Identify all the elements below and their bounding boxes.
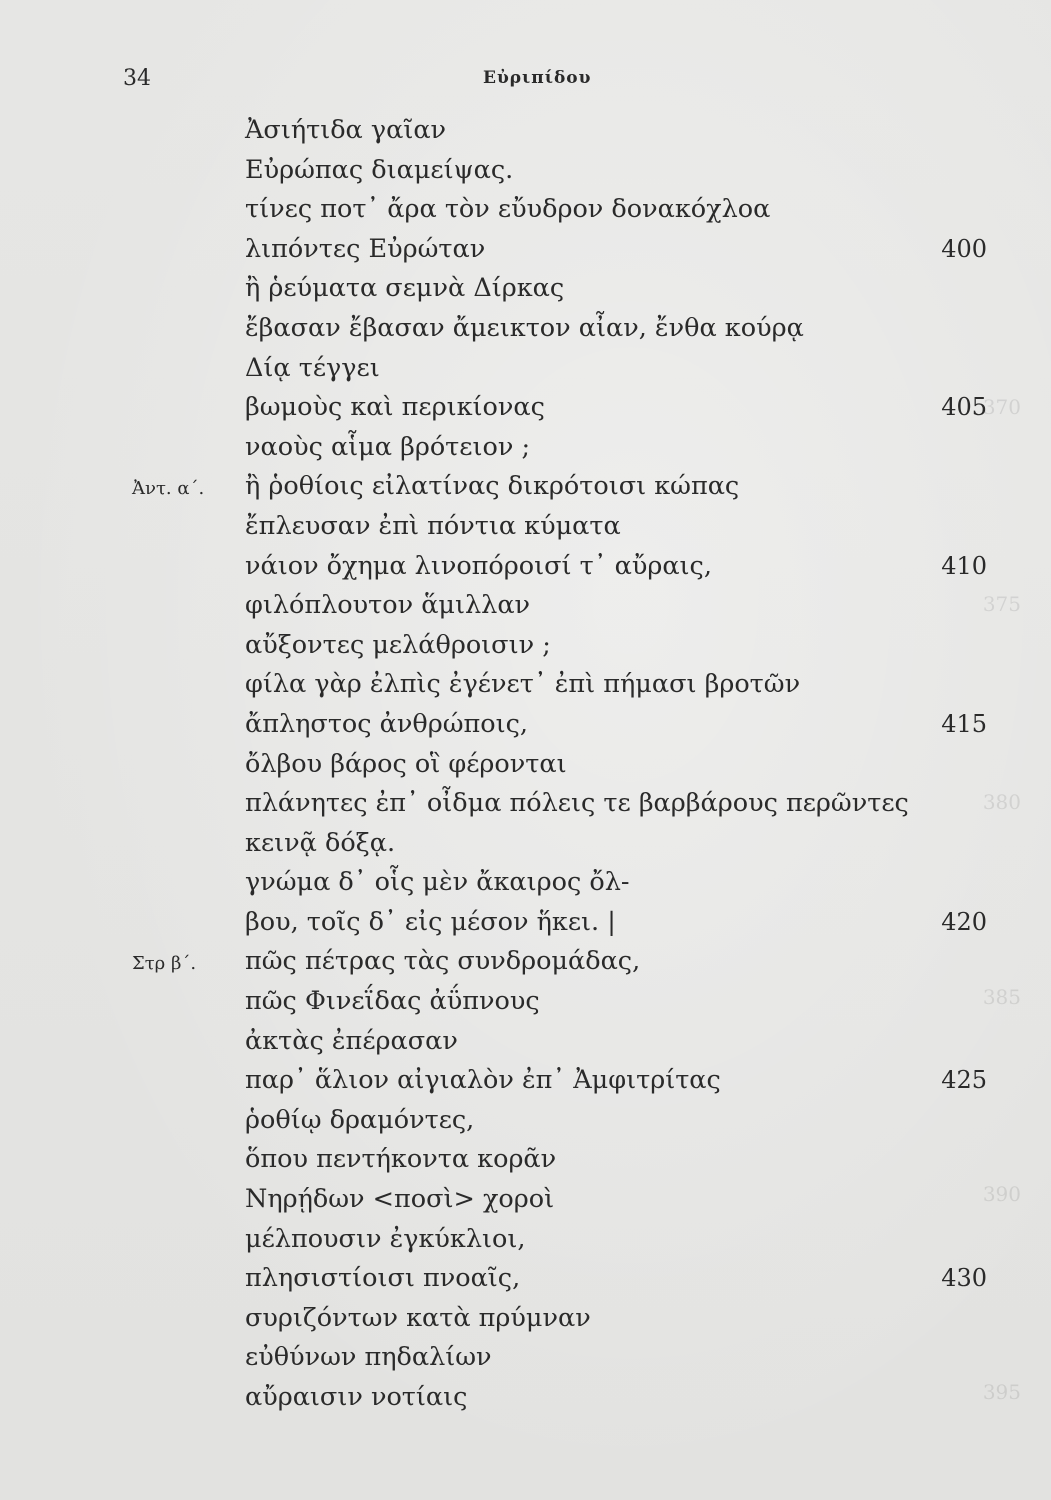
verse-line (0, 190, 1051, 230)
line-number: 410 (941, 551, 987, 580)
verse-line-text: παρ᾽ ἅλιον αἰγιαλὸν ἐπ᾽ Ἀμφιτρίτας (245, 1065, 721, 1096)
show-through-text: 375 (982, 592, 1021, 616)
line-number: 405 (941, 393, 987, 422)
verse-line (0, 705, 1051, 745)
verse-line (0, 982, 1051, 1022)
verse-line (0, 903, 1051, 943)
verse-line (0, 824, 1051, 864)
verse-line (0, 269, 1051, 309)
verse-line-text: βωμοὺς καὶ περικίονας (245, 392, 545, 423)
verse-line-text: ὅπου πεντήκοντα κορᾶν (245, 1144, 557, 1175)
verse-line (0, 784, 1051, 824)
verse-text (0, 111, 1051, 1418)
running-head: Εὐριπίδου (483, 68, 592, 88)
verse-line-text: φιλόπλουτον ἅμιλλαν (245, 590, 531, 621)
verse-line-text: ἔβασαν ἔβασαν ἄμεικτον αἶαν, ἔνθα κούρᾳ (245, 312, 804, 343)
verse-line-text: τίνες ποτ᾽ ἄρα τὸν εὔυδρον δονακόχλοα (245, 194, 771, 225)
verse-line-text: ἢ ῥεύματα σεμνὰ Δίρκας (245, 273, 565, 304)
verse-line (0, 1180, 1051, 1220)
verse-line-text: φίλα γὰρ ἐλπὶς ἐγένετ᾽ ἐπὶ πήμασι βροτῶν (245, 669, 801, 700)
verse-line-text: μέλπουσιν ἐγκύκλιοι, (245, 1223, 526, 1254)
verse-line (0, 1378, 1051, 1418)
strophe-marker: Ἀντ. α΄. (132, 478, 205, 500)
verse-line (0, 1061, 1051, 1101)
verse-line-text: πλάνητες ἐπ᾽ οἶδμα πόλεις τε βαρβάρους περῶντες (245, 788, 909, 819)
verse-line (0, 1140, 1051, 1180)
verse-line-text: πῶς πέτρας τὰς συνδρομάδας, (245, 946, 641, 977)
verse-line-text: ναοὺς αἷμα βρότειον ; (245, 431, 531, 462)
verse-line (0, 388, 1051, 428)
verse-line (0, 942, 1051, 982)
verse-line (0, 586, 1051, 626)
verse-line-text: κεινᾷ δόξᾳ. (245, 827, 396, 858)
line-number: 420 (941, 907, 987, 936)
verse-line-text: γνώμα δ᾽ οἷς μὲν ἄκαιρος ὄλ- (245, 867, 630, 898)
page-number: 34 (123, 66, 151, 91)
verse-line (0, 863, 1051, 903)
verse-line (0, 111, 1051, 151)
verse-line-text: Δίᾳ τέγγει (245, 352, 380, 383)
verse-line (0, 665, 1051, 705)
verse-line (0, 507, 1051, 547)
verse-line-text: πλησιστίοισι πνοαῖς, (245, 1263, 521, 1294)
verse-line (0, 428, 1051, 468)
verse-line (0, 1299, 1051, 1339)
verse-line (0, 467, 1051, 507)
verse-line-text: Ἀσιήτιδα γαῖαν (245, 115, 447, 145)
strophe-marker: Στρ β΄. (132, 953, 197, 975)
line-number: 415 (941, 709, 987, 738)
verse-line-text: βου, τοῖς δ᾽ εἰς μέσον ἥκει. | (245, 906, 616, 937)
verse-line (0, 309, 1051, 349)
verse-line-text: λιπόντες Εὐρώταν (245, 233, 486, 264)
verse-line-text: αὔραισιν νοτίαις (245, 1382, 468, 1412)
verse-line (0, 745, 1051, 785)
verse-line-text: συριζόντων κατὰ πρύμναν (245, 1302, 591, 1333)
verse-line-text: ῥοθίῳ δραμόντες, (245, 1104, 475, 1135)
verse-line-text: ἢ ῥοθίοις εἰλατίνας δικρότοισι κώπας (245, 471, 740, 502)
verse-line (0, 230, 1051, 270)
verse-line-text: νάιον ὄχημα λινοπόροισί τ᾽ αὔραις, (245, 550, 712, 581)
verse-line (0, 626, 1051, 666)
line-number: 400 (941, 234, 987, 263)
verse-line-text: Εὐρώπας διαμείψας. (245, 154, 514, 185)
show-through-text: 390 (982, 1182, 1021, 1206)
verse-line-text: Νηρῄδων <ποσὶ> χοροὶ (245, 1184, 555, 1215)
verse-line (0, 547, 1051, 587)
verse-line (0, 1220, 1051, 1260)
verse-line-text: ἄπληστος ἀνθρώποις, (245, 708, 529, 739)
show-through-text: 385 (982, 985, 1021, 1009)
verse-line (0, 1022, 1051, 1062)
line-number: 425 (941, 1066, 987, 1095)
verse-line-text: ὄλβου βάρος οἳ φέρονται (245, 748, 567, 779)
verse-line-text: εὐθύνων πηδαλίων (245, 1342, 492, 1373)
verse-line (0, 151, 1051, 191)
verse-line (0, 1101, 1051, 1141)
verse-line (0, 1338, 1051, 1378)
verse-line-text: αὔξοντες μελάθροισιν ; (245, 629, 551, 660)
verse-line-text: πῶς Φινεΐδας ἀΰπνους (245, 986, 540, 1017)
show-through-text: 380 (982, 790, 1021, 814)
verse-line (0, 349, 1051, 389)
show-through-text: 370 (982, 395, 1021, 419)
verse-line-text: ἔπλευσαν ἐπὶ πόντια κύματα (245, 510, 621, 541)
verse-line-text: ἀκτὰς ἐπέρασαν (245, 1025, 458, 1056)
verse-line (0, 1259, 1051, 1299)
line-number: 430 (941, 1264, 987, 1293)
show-through-text: 395 (982, 1380, 1021, 1404)
